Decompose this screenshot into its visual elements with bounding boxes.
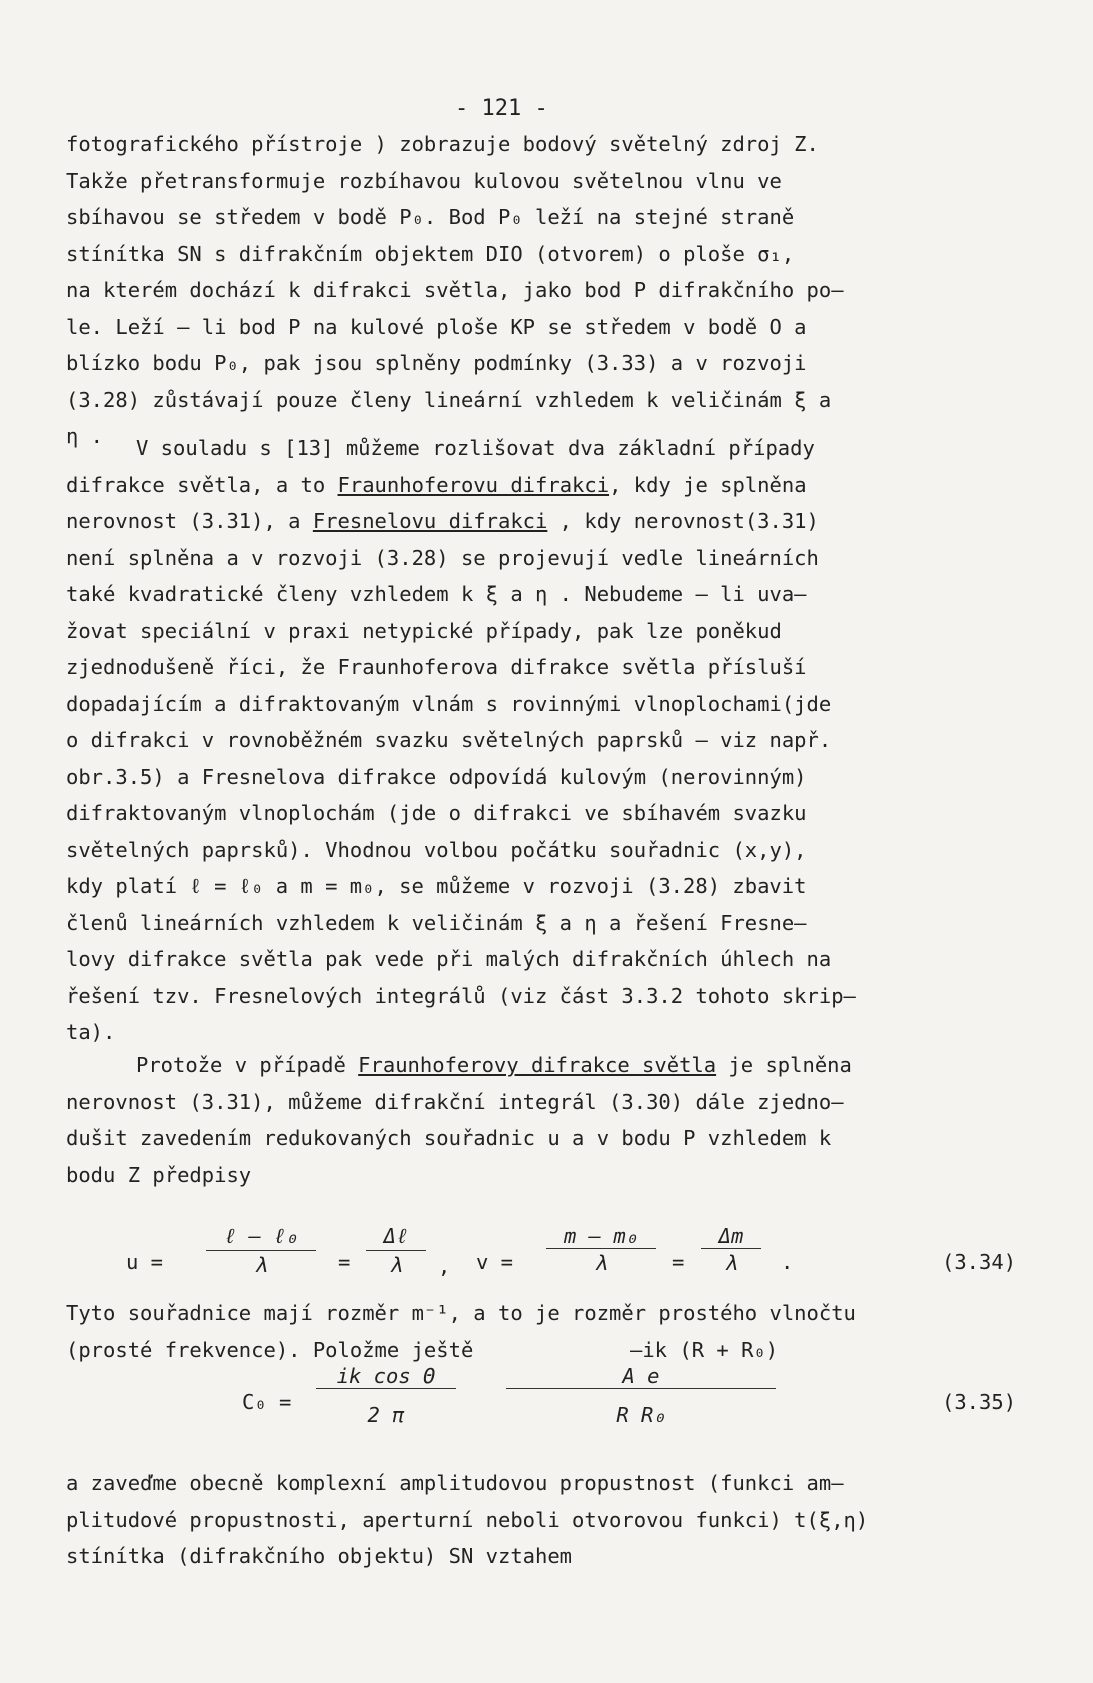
- text-line: bodu Z předpisy: [66, 1162, 252, 1187]
- eq-u-lhs: u =: [126, 1250, 164, 1274]
- equation-number: (3.35): [942, 1390, 1017, 1414]
- text-line: sbíhavou se středem v bodě P₀. Bod P₀ leží na stejné straně: [66, 205, 795, 229]
- eq-c0-lhs: C₀ =: [242, 1390, 292, 1414]
- text-line: dušit zavedením redukovaných souřadnic u a v bodu P vzhledem k: [66, 1126, 832, 1150]
- text-line: řešení tzv. Fresnelových integrálů (viz část 3.3.2 tohoto skrip–: [66, 983, 856, 1008]
- text-line: a zaveďme obecně komplexní amplitudovou propustnost (funkci am–: [66, 1471, 844, 1495]
- text-line: nerovnost (3.31), můžeme difrakční integrál (3.30) dále zjedno–: [66, 1089, 844, 1114]
- paragraph-3: [66, 1047, 1026, 1193]
- text-line: blízko bodu P₀, pak jsou splněny podmínky (3.33) a v rozvoji: [66, 351, 807, 375]
- text-line: o difrakci v rovnoběžném svazku světelných paprsků – viz např.: [66, 728, 832, 752]
- text-span: nerovnost (3.31), a: [66, 509, 313, 533]
- text-line: [66, 1047, 1026, 1084]
- text-line: le. Leží – li bod P na kulové ploše KP se středem v bodě O a: [66, 314, 807, 339]
- numerator: m – m₀: [546, 1224, 656, 1249]
- text-line: plitudové propustnosti, aperturní neboli otvorovou funkci) t(ξ,η): [66, 1507, 869, 1532]
- text-line: obr.3.5) a Fresnelova difrakce odpovídá kulovým (nerovinným): [66, 764, 807, 789]
- text-span: difrakce světla, a to: [66, 472, 338, 497]
- text-line: (prosté frekvence). Položme ještě: [66, 1337, 474, 1362]
- equation-number: (3.34): [942, 1250, 1017, 1274]
- denominator: 2 π: [367, 1403, 405, 1427]
- paragraph-2: [66, 430, 1026, 1051]
- numerator: ℓ – ℓ₀: [206, 1224, 316, 1251]
- denominator: R R₀: [616, 1403, 666, 1427]
- fraction: [701, 1224, 761, 1275]
- underlined-term: Fraunhoferovy difrakce světla: [358, 1053, 717, 1077]
- numerator: ik cos Θ: [316, 1364, 456, 1389]
- text-span: , kdy je splněna: [609, 472, 807, 497]
- comma: ,: [438, 1254, 451, 1278]
- text-line: zjednodušeně říci, že Fraunhoferova difrakce světla přísluší: [66, 655, 807, 679]
- text-line: (3.28) zůstávají pouze členy lineární vzhledem k veličinám ξ a: [66, 387, 832, 412]
- text-line: není splněna a v rozvoji (3.28) se projevují vedle lineárních: [66, 545, 819, 570]
- text-line: členů lineárních vzhledem k veličinám ξ a η a řešení Fresne–: [66, 910, 807, 935]
- numerator: Δℓ: [366, 1224, 426, 1251]
- text-line: kdy platí ℓ = ℓ₀ a m = m₀, se můžeme v rozvoji (3.28) zbavit: [66, 874, 807, 898]
- denominator: λ: [254, 1253, 268, 1277]
- denominator: λ: [594, 1251, 608, 1275]
- text-line: stínítka SN s difrakčním objektem DIO (otvorem) o ploše σ₁,: [66, 241, 795, 266]
- text-line: [66, 503, 1026, 540]
- denominator: λ: [389, 1253, 403, 1277]
- fraction: [506, 1364, 776, 1427]
- paragraph-5: [66, 1465, 1026, 1575]
- underlined-term: Fraunhoferovu difrakci: [337, 472, 610, 497]
- text-line: [66, 467, 1026, 504]
- fraction: [546, 1224, 656, 1275]
- text-span: je splněna: [716, 1053, 852, 1077]
- fraction: [366, 1224, 426, 1277]
- text-line: lovy difrakce světla pak vede při malých difrakčních úhlech na: [66, 947, 832, 971]
- text-span: , kdy nerovnost(3.31): [547, 509, 819, 533]
- text-line: dopadajícím a difraktovaným vlnám s rovinnými vlnoplochami(jde: [66, 691, 832, 716]
- equation-3-35: [66, 1338, 1026, 1458]
- equation-3-34: [66, 1224, 1026, 1304]
- denominator: λ: [724, 1251, 738, 1275]
- text-line: také kvadratické členy vzhledem k ξ a η . Nebudeme – li uva–: [66, 582, 807, 606]
- page-number: - 121 -: [455, 96, 548, 121]
- text-line: Tyto souřadnice mají rozměr m⁻¹, a to je rozměr prostého vlnočtu: [66, 1301, 856, 1325]
- numerator: A e: [506, 1364, 776, 1389]
- exponent: –ik (R + R₀): [630, 1338, 779, 1362]
- text-line: difraktovaným vlnoplochám (jde o difrakci ve sbíhavém svazku: [66, 801, 807, 825]
- period: .: [781, 1250, 794, 1274]
- paragraph-1: [66, 126, 1026, 455]
- text-line: žovat speciální v praxi netypické případy, pak lze poněkud: [66, 618, 782, 643]
- equals-sign: =: [338, 1250, 351, 1274]
- equals-sign: =: [672, 1250, 685, 1274]
- text-line: ta).: [66, 1020, 116, 1044]
- eq-v-lhs: v =: [476, 1250, 514, 1274]
- numerator: Δm: [701, 1224, 761, 1249]
- fraction: [206, 1224, 316, 1277]
- text-line: η .: [66, 424, 104, 448]
- fraction: [316, 1364, 456, 1427]
- text-line: na kterém dochází k difrakci světla, jako bod P difrakčního po–: [66, 278, 844, 302]
- underlined-term: Fresnelovu difrakci: [312, 509, 548, 533]
- text-line: fotografického přístroje ) zobrazuje bodový světelný zdroj Z.: [66, 132, 819, 156]
- text-line: stínítka (difrakčního objektu) SN vztahem: [66, 1544, 573, 1568]
- text-line: světelných paprsků). Vhodnou volbou počátku souřadnic (x,y),: [66, 837, 807, 862]
- text-span: Protože v případě: [136, 1053, 359, 1077]
- text-line: Takže přetransformuje rozbíhavou kulovou světelnou vlnu ve: [66, 168, 782, 193]
- text-line: V souladu s [13] můžeme rozlišovat dva základní případy: [136, 436, 815, 460]
